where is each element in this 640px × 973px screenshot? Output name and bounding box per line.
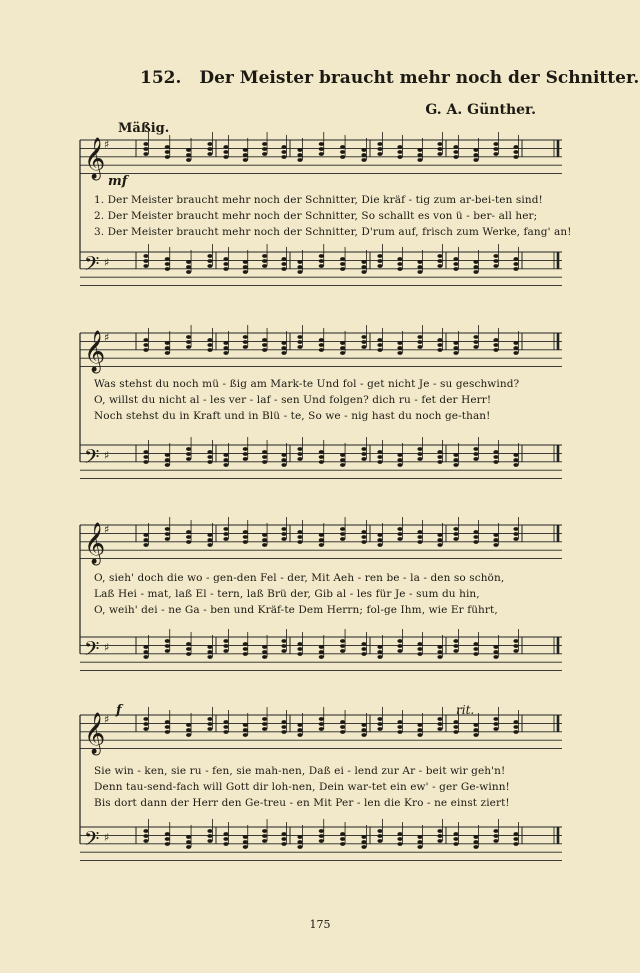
lyric-line: O, sieh' doch die wo - gen-den Fel - der, Mit Aeh - ren be - la - den so schön, (94, 572, 505, 584)
hymn-title (140, 68, 639, 88)
bass-staff (80, 629, 562, 671)
treble-staff (80, 517, 562, 565)
tempo-marking: Mäßig. (118, 121, 170, 136)
hymn-number: 152. (140, 68, 182, 88)
lyric-line: Sie win - ken, sie ru - fen, sie mah-nen, Daß ei - lend zur Ar - beit wir geh'n! (94, 765, 506, 777)
sharp-icon: ♯ (104, 331, 110, 344)
lyric-line: O, weih' dei - ne Ga - ben und Kräf-te Dem Herrn; fol-ge Ihm, wie Er führt, (94, 604, 498, 616)
treble-clef-icon: 𝄞 (84, 523, 106, 564)
sharp-icon: ♯ (104, 523, 110, 536)
bass-clef-icon: 𝄢 (84, 637, 100, 665)
treble-clef-icon: 𝄞 (84, 138, 106, 179)
music-system-2 (78, 333, 562, 483)
bass-staff (80, 437, 562, 479)
bass-clef-icon: 𝄢 (84, 445, 100, 473)
sharp-icon: ♯ (104, 641, 110, 654)
music-system-3 (78, 525, 562, 675)
treble-staff (80, 707, 562, 755)
treble-staff (80, 132, 562, 180)
page-number: 175 (309, 918, 331, 931)
hymn-title-text: Der Meister braucht mehr noch der Schnitter. (199, 68, 640, 88)
staff-lines (78, 525, 562, 675)
sharp-icon: ♯ (104, 713, 110, 726)
lyric-line: Noch stehst du in Kraft und in Blü - te, So we - nig hast du noch ge-than! (94, 410, 491, 422)
composer-name: G. A. Günther. (425, 102, 536, 118)
lyric-line: O, willst du nicht al - les ver - laf - sen Und folgen? dich ru - fet der Herr! (94, 394, 492, 406)
music-system-4 (78, 703, 562, 865)
music-system-1 (78, 138, 572, 290)
sharp-icon: ♯ (104, 138, 110, 151)
staff-lines (78, 333, 562, 483)
sharp-icon: ♯ (104, 831, 110, 844)
lyric-line: Was stehst du noch mü - ßig am Mark-te Und fol - get nicht Je - su geschwind? (94, 378, 520, 390)
lyric-line: 3. Der Meister braucht mehr noch der Schnitter, D'rum auf, frisch zum Werke, fang' an! (94, 226, 572, 238)
lyric-line: 1. Der Meister braucht mehr noch der Schnitter, Die kräf - tig zum ar-bei-ten sind! (94, 194, 543, 206)
treble-clef-icon: 𝄞 (84, 713, 106, 754)
dynamic-mf: mf (108, 174, 128, 189)
bass-staff (80, 244, 562, 286)
bass-staff (80, 819, 562, 861)
lyric-line: 2. Der Meister braucht mehr noch der Schnitter, So schallt es von ü - ber- all her; (94, 210, 538, 222)
lyric-line: Denn tau-send-fach will Gott dir loh-nen, Dein war-tet ein ew' - ger Ge-winn! (94, 781, 510, 793)
lyric-line: Laß Hei - mat, laß El - tern, laß Brü der, Gib al - les für Je - sum du hin, (94, 588, 480, 600)
sharp-icon: ♯ (104, 256, 110, 269)
bass-clef-icon: 𝄢 (84, 252, 100, 280)
ritardando-marking: rit. (456, 703, 475, 717)
sharp-icon: ♯ (104, 449, 110, 462)
dynamic-f: f (116, 703, 122, 718)
lyric-line: Bis dort dann der Herr den Ge-treu - en Mit Per - len die Kro - ne einst ziert! (94, 797, 510, 809)
treble-clef-icon: 𝄞 (84, 331, 106, 372)
treble-staff (80, 325, 562, 373)
bass-clef-icon: 𝄢 (84, 827, 100, 855)
